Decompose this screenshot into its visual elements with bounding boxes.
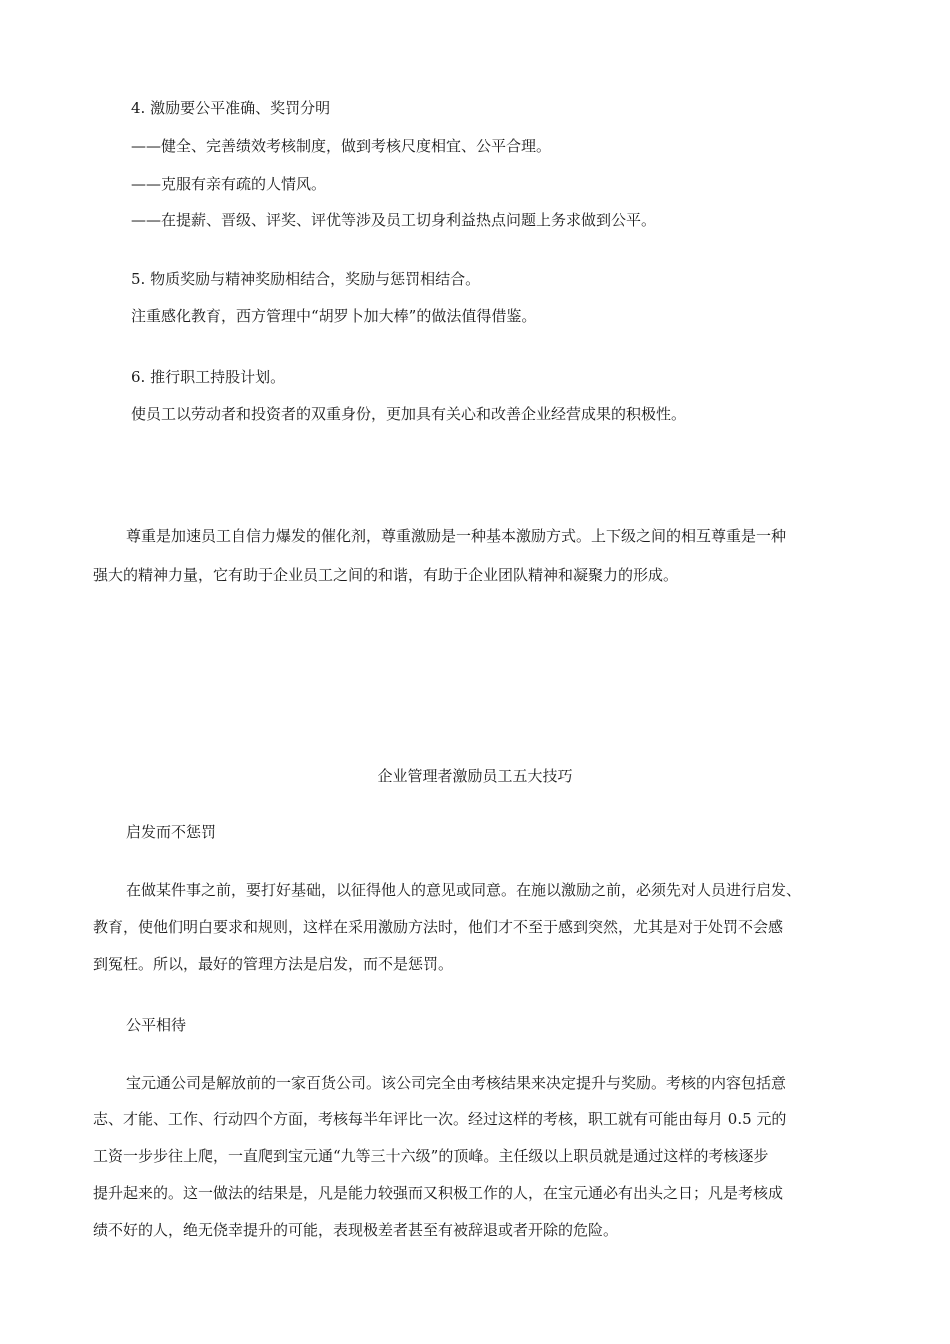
tip-1-line-1: 在做某件事之前，要打好基础，以征得他人的意见或同意。在施以激励之前，必须先对人员进行启发、 [126,881,802,899]
section-4-line-3: ——在提薪、晋级、评奖、评优等涉及员工切身利益热点问题上务求做到公平。 [131,211,657,229]
tip-2-line-2: 志、才能、工作、行动四个方面，考核每半年评比一次。经过这样的考核，职工就有可能由每月 0.5 元的 [93,1110,787,1128]
tip-2-line-5: 绩不好的人，绝无侥幸提升的可能，表现极差者甚至有被辞退或者开除的危险。 [93,1221,619,1239]
tip-2-line-4: 提升起来的。这一做法的结果是，凡是能力较强而又积极工作的人，在宝元通必有出头之日；凡是考核成 [93,1184,784,1202]
section-5-heading: 5. 物质奖励与精神奖励相结合，奖励与惩罚相结合。 [131,270,481,288]
tip-2-line-1: 宝元通公司是解放前的一家百货公司。该公司完全由考核结果来决定提升与奖励。考核的内容包括意 [126,1074,787,1092]
section-4-line-1: ——健全、完善绩效考核制度，做到考核尺度相宜、公平合理。 [131,137,552,155]
section-6-heading: 6. 推行职工持股计划。 [131,368,286,386]
tip-2-heading: 公平相待 [126,1016,187,1034]
section-5-line: 注重感化教育，西方管理中“胡罗卜加大棒”的做法值得借鉴。 [131,307,537,325]
section-6-line: 使员工以劳动者和投资者的双重身份，更加具有关心和改善企业经营成果的积极性。 [131,405,687,423]
section-4-heading: 4. 激励要公平准确、奖罚分明 [131,99,331,117]
tip-2-line-3: 工资一步步往上爬，一直爬到宝元通“九等三十六级”的顶峰。主任级以上职员就是通过这样的考核逐步 [93,1147,769,1165]
section-4-line-2: ——克服有亲有疏的人情风。 [131,175,327,193]
tip-1-heading: 启发而不惩罚 [126,823,217,841]
respect-paragraph-line-1: 尊重是加速员工自信力爆发的催化剂，尊重激励是一种基本激励方式。上下级之间的相互尊重是一种 [126,527,787,545]
article-title: 企业管理者激励员工五大技巧 [377,767,573,785]
respect-paragraph-line-2: 强大的精神力量，它有助于企业员工之间的和谐，有助于企业团队精神和凝聚力的形成。 [93,566,679,584]
tip-1-line-2: 教育，使他们明白要求和规则，这样在采用激励方法时，他们才不至于感到突然，尤其是对于处罚不会感 [93,918,784,936]
tip-1-line-3: 到冤枉。所以，最好的管理方法是启发，而不是惩罚。 [93,955,454,973]
